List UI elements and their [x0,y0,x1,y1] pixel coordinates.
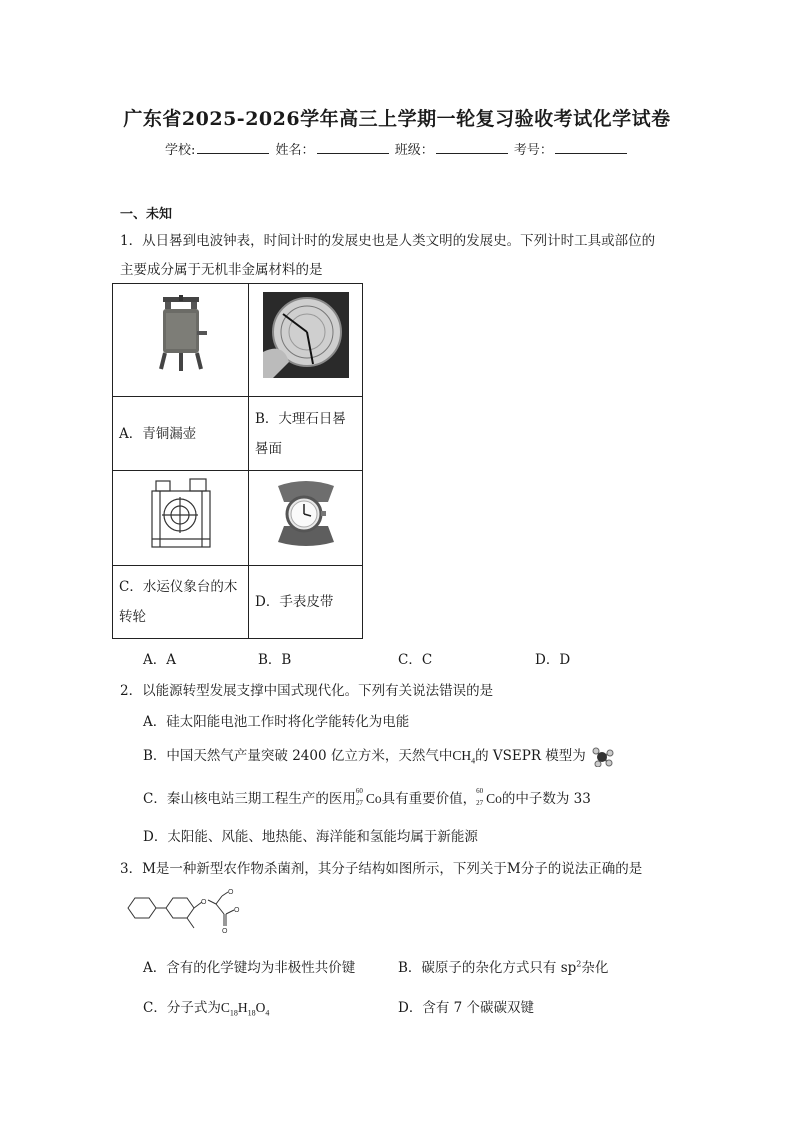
q2-option-d[interactable]: D．太阳能、风能、地热能、海洋能和氢能均属于新能源 [143,829,478,845]
svg-text:O: O [222,928,228,935]
marble-sundial-image [249,284,363,397]
section-heading: 一、未知 [120,207,173,222]
q1-option-b-cell [249,397,363,471]
q3-option-d[interactable]: D．含有 7 个碳碳双键 [398,1000,534,1016]
q1-option-b-label-line1: B．大理石日晷 [255,410,346,427]
q3-option-b[interactable] [398,956,608,976]
q1-option-c-cell [113,566,249,639]
q2-option-b-pre: B．中国天然气产量突破 2400 亿立方米，天然气中 [143,748,453,764]
q1-choice-c[interactable]: C．C [398,652,433,668]
bronze-clepsydra-image [113,284,249,397]
page-title: 广东省2025-2026学年高三上学期一轮复习验收考试化学试卷 [123,108,671,130]
school-blank[interactable] [197,141,269,154]
svg-text:O: O [228,889,234,896]
q1-option-d-label: D．手表皮带 [255,594,334,610]
q2-option-c[interactable] [143,787,591,807]
q1-option-b-label-line2: 晷面 [255,440,282,457]
q2-stem: 2．以能源转型发展支撑中国式现代化。下列有关说法错误的是 [120,683,494,699]
q3-option-b-sup: 2 [576,959,582,969]
q1-option-table [112,283,363,639]
q3-option-b-pre: B．碳原子的杂化方式只有 sp [398,960,577,976]
q1-choice-a[interactable]: A．A [143,652,176,668]
ch4-formula: $CH_4$ [452,748,476,766]
q3-option-b-post: 杂化 [581,960,609,976]
q3-option-c-pre: C．分子式为 [143,1000,221,1016]
co60-isotope: 60 27 Co [355,787,382,807]
q1-stem-line1: 1．从日晷到电波钟表，时间计时的发展史也是人类文明的发展史。下列计时工具或部位的 [120,233,656,249]
q1-option-a-cell [113,397,249,471]
q3-option-a[interactable]: A．含有的化学键均为非极性共价键 [143,960,356,976]
svg-text:O: O [201,899,207,906]
class-label: 班级： [394,143,434,158]
name-blank[interactable] [317,141,389,154]
watch-icon [268,480,344,546]
q2-option-b[interactable] [143,744,616,767]
q1-option-c-label-line2: 转轮 [119,609,146,625]
q1-option-d-cell [249,566,363,639]
svg-text:O: O [234,907,240,914]
school-label: 学校: [165,143,196,158]
co60-isotope-2: 60 27 Co [476,787,502,807]
sundial-icon [263,292,349,378]
q1-option-a-label: A．青铜漏壶 [119,425,197,442]
wristwatch-image [249,471,363,566]
number-label: 考号： [513,143,553,158]
q2-option-a[interactable]: A．硅太阳能电池工作时将化学能转化为电能 [143,714,410,730]
water-clock-tower-image [113,471,249,566]
methane-vsepr-model-icon [590,747,616,767]
q2-option-c-mid: 具有重要价值， [381,791,477,807]
clepsydra-icon [151,295,211,375]
molecule-m-structure [124,886,248,936]
student-info-line [165,139,629,158]
q1-choice-b[interactable]: B．B [258,652,292,668]
q2-option-c-pre: C．秦山核电站三期工程生产的医用 [143,791,356,807]
astronomical-clock-icon [146,475,216,551]
q3-option-c[interactable] [143,996,269,1018]
q2-option-c-post: 的中子数为 33 [501,791,591,807]
name-label: 姓名： [275,143,315,158]
q2-option-b-post: 的 VSEPR 模型为 [475,748,586,764]
q1-option-c-label-line1: C．水运仪象台的木 [119,579,238,595]
class-blank[interactable] [436,141,508,154]
q3-stem: 3．M是一种新型农作物杀菌剂，其分子结构如图所示，下列关于M分子的说法正确的是 [120,861,643,877]
q1-stem-line2: 主要成分属于无机非金属材料的是 [120,262,323,278]
molecular-formula: $C_{18}H_{18}O_4$ [220,1000,270,1018]
q1-choice-d[interactable]: D．D [535,652,571,668]
number-blank[interactable] [555,141,627,154]
